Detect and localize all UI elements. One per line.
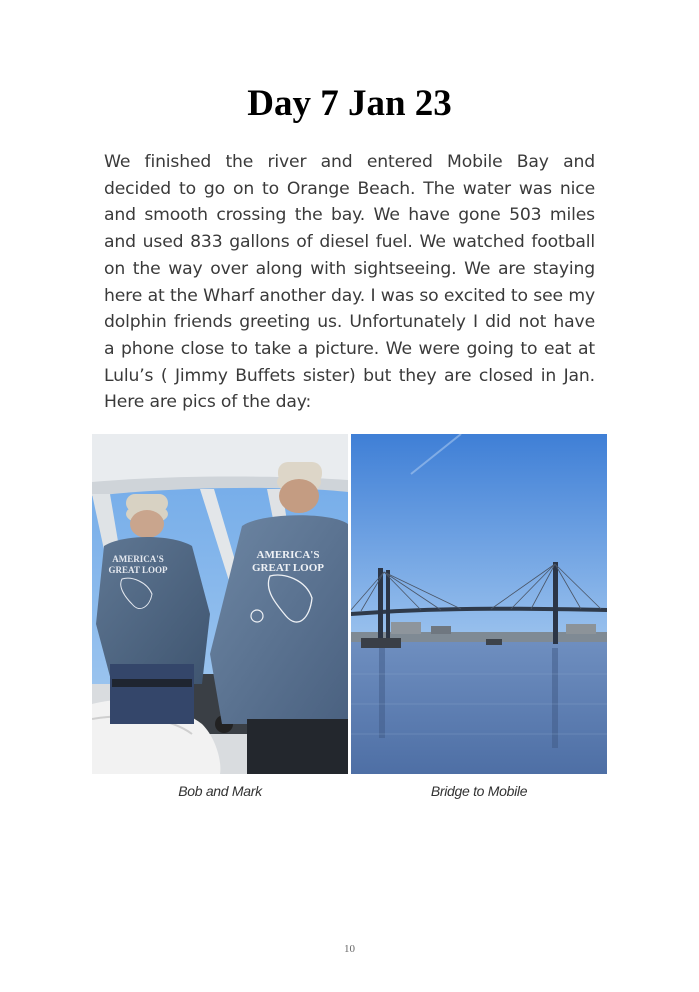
shirt-text-right-1: AMERICA'S bbox=[256, 549, 320, 561]
shirt-text-right-2: GREAT LOOP bbox=[251, 562, 325, 574]
page-title: Day 7 Jan 23 bbox=[247, 83, 452, 124]
page-number: 10 bbox=[344, 943, 355, 955]
journal-paragraph: We finished the river and entered Mobile Bay and decided to go on to Orange Beach. The water was nice and smooth crossing the bay. We have gone 503 miles and used 833 gallons of diesel fuel. We watched football on the way over along with sightseeing. We are staying here at the Wharf another day. I was so excited to see my dolphin friends greeting us. Unfortunately I did not have a phone close to take a picture. We were going to eat at Lulu’s ( Jimmy Buffets sister) but they are closed in Jan. Here are pics of the day: bbox=[104, 152, 595, 413]
shirt-text-left-2: GREAT LOOP bbox=[108, 565, 168, 575]
photo-caption-left: Bob and Mark bbox=[178, 783, 262, 799]
photo-bob-and-mark bbox=[92, 434, 348, 774]
shirt-text-left-1: AMERICA'S bbox=[112, 554, 164, 564]
photo-bridge-to-mobile bbox=[351, 434, 607, 774]
photo-caption-right: Bridge to Mobile bbox=[430, 783, 528, 799]
